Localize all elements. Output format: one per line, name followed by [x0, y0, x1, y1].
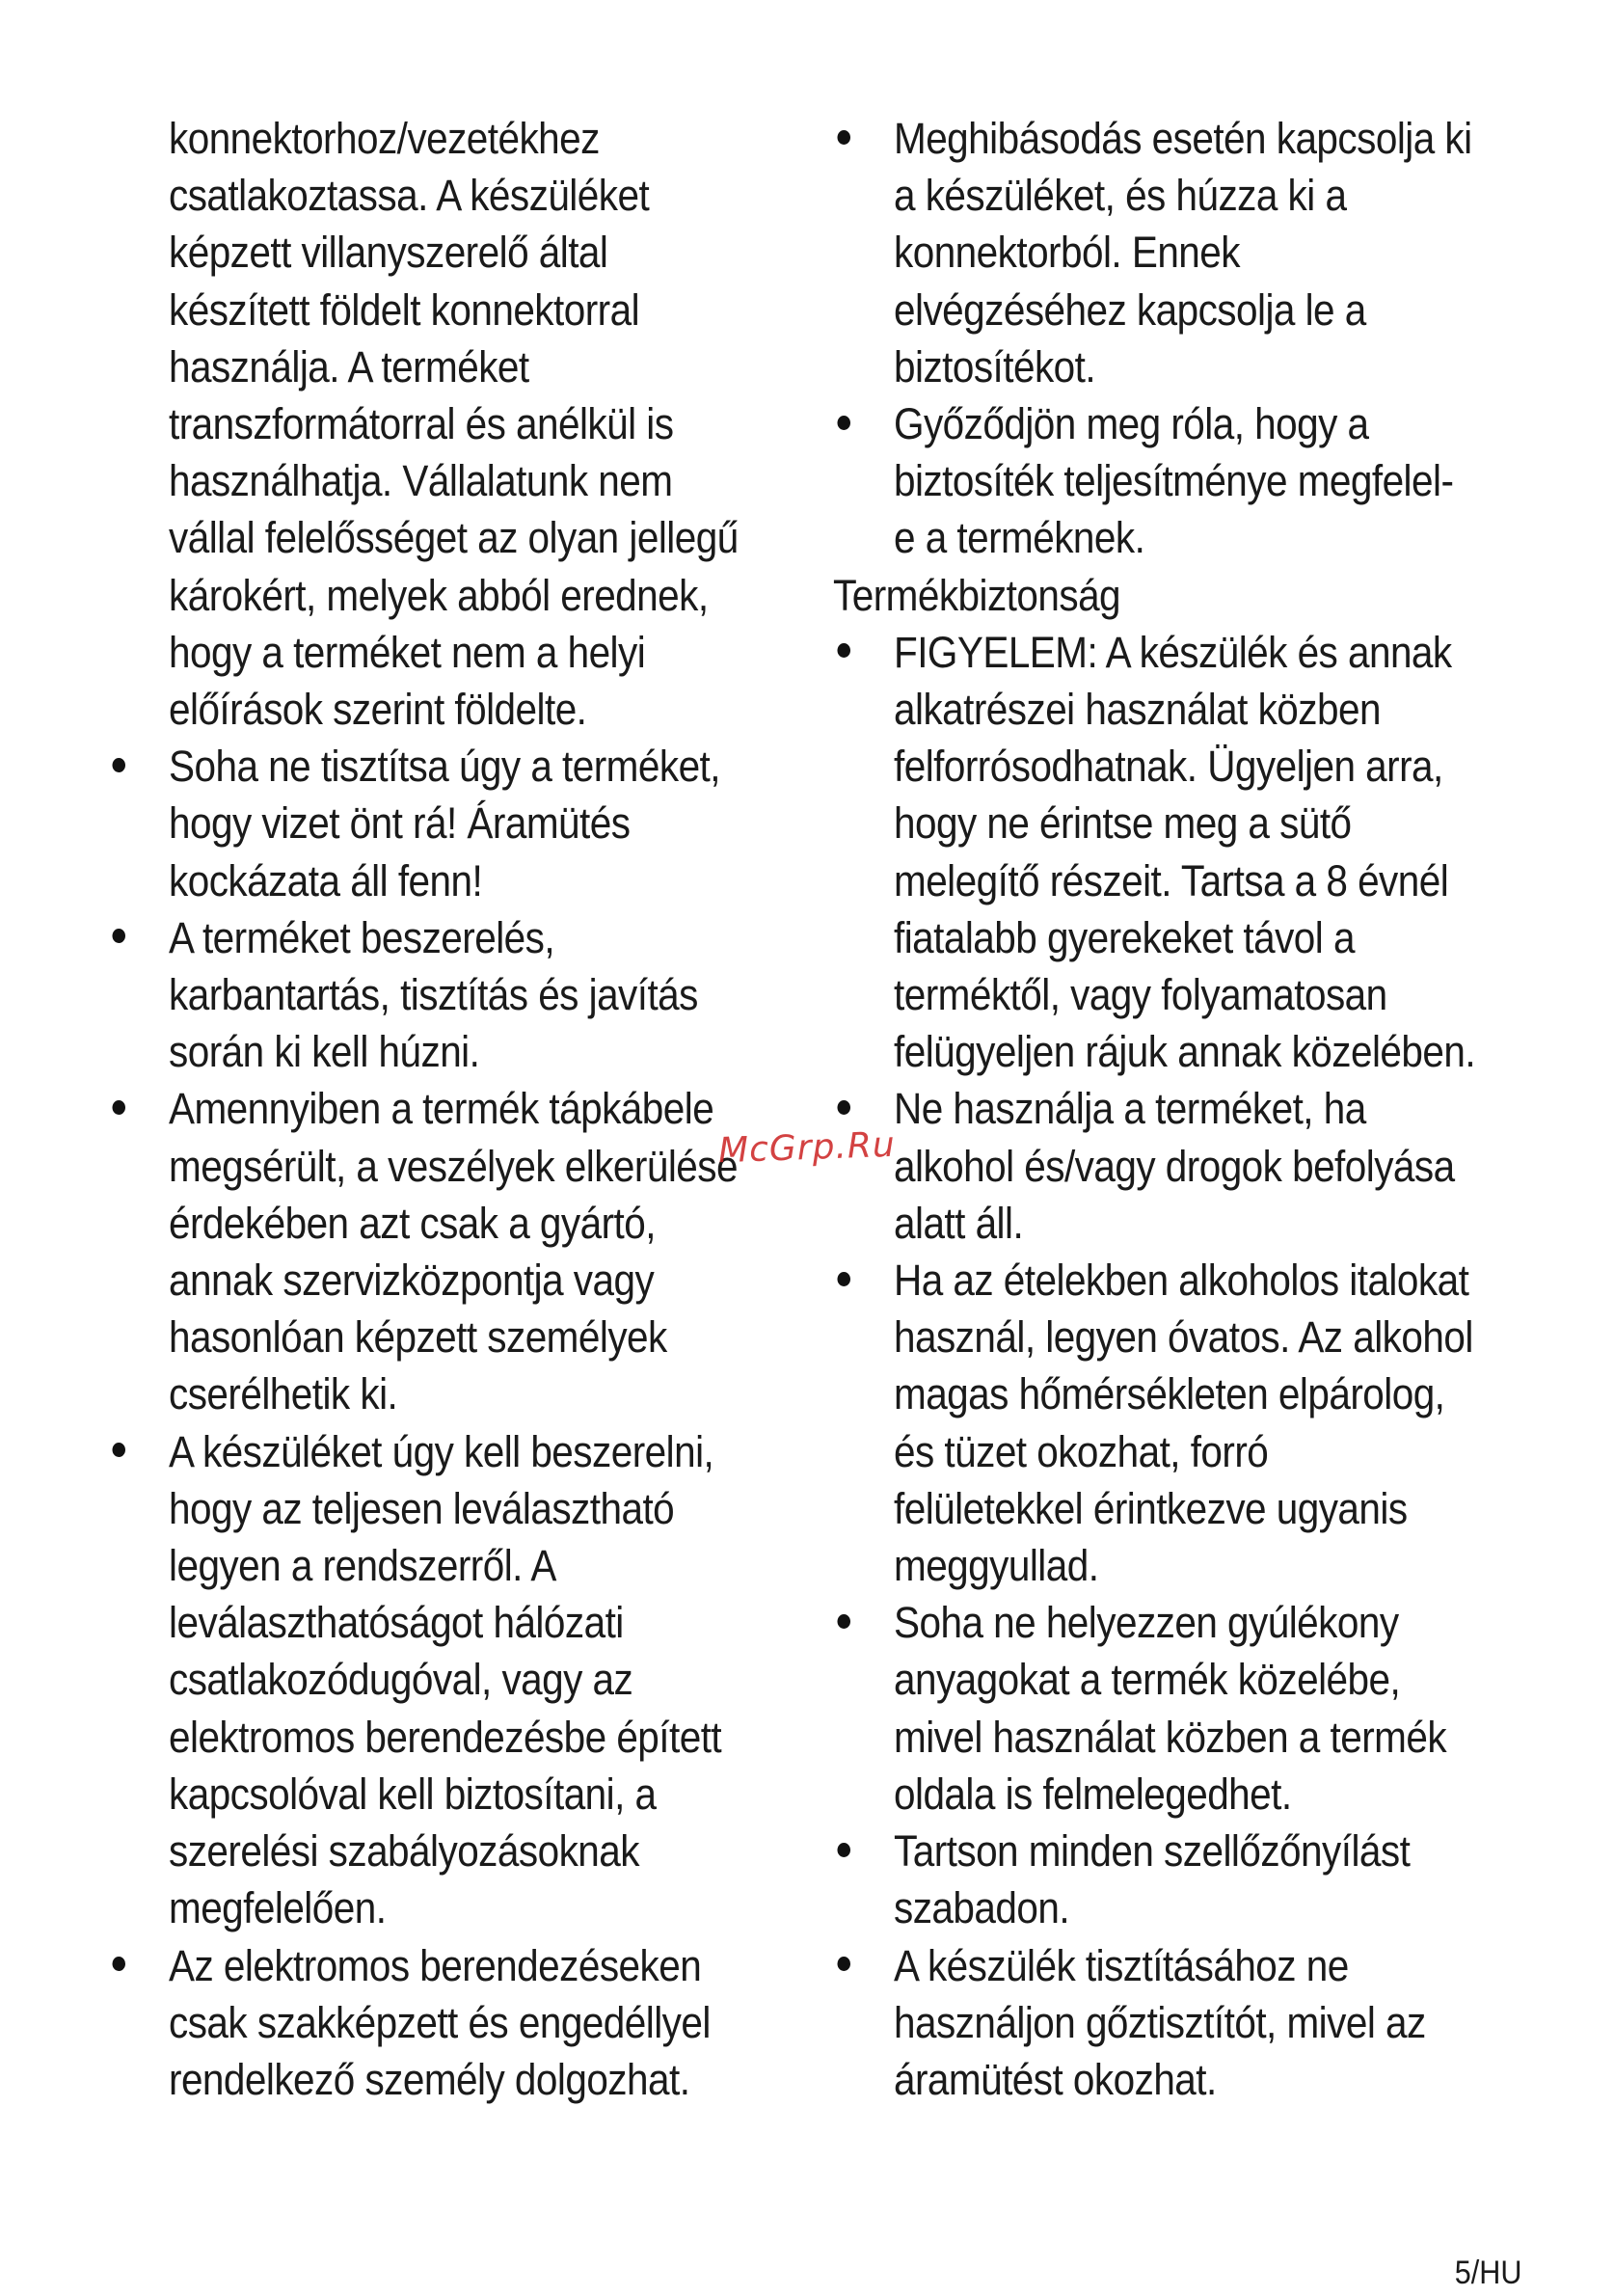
- bullet-icon: [108, 1423, 169, 1480]
- bullet-icon: [833, 110, 894, 167]
- list-item-text: Az elektromos berendezéseken csak szakképzett és engedéllyel rendelkező személy dolgozhat.: [169, 1940, 711, 2104]
- list-item: [833, 110, 1588, 395]
- right-column: [833, 110, 1527, 2108]
- section-heading: Termékbiztonság: [833, 570, 1121, 620]
- bullet-icon: [108, 1937, 169, 1994]
- list-item-text: FIGYELEM: A készülék és annak alkatrészei használat közben felforrósodhatnak. Ügyeljen arra, hogy ne érintse meg a sütő melegítő részeit. Tartsa a 8 évnél fiatalabb gyerekeket távol a terméktől, vagy folyamatosan felügyeljen rájuk annak közelében.: [894, 627, 1476, 1077]
- list-item-text: Ne használja a terméket, ha alkohol és/vagy drogok befolyása alatt áll.: [894, 1084, 1455, 1248]
- list-item-text: Győződjön meg róla, hogy a biztosíték teljesítménye megfelel- e a terméknek.: [894, 399, 1454, 563]
- list-item: [833, 1080, 1588, 1252]
- list-item-text: Amennyiben a termék tápkábele megsérült, a veszélyek elkerülése érdekében azt csak a gyártó, annak szervizközpontja vagy hasonlóan képzett személyek cserélhetik ki.: [169, 1084, 738, 1419]
- list-item: [833, 1252, 1588, 1594]
- list-item: [108, 1937, 863, 2109]
- list-item-text: A terméket beszerelés, karbantartás, tisztítás és javítás során ki kell húzni.: [169, 912, 698, 1077]
- list-item-text: Soha ne helyezzen gyúlékony anyagokat a termék közelébe, mivel használat közben a termék oldala is felmelegedhet.: [894, 1598, 1447, 1819]
- bullet-icon: [833, 1823, 894, 1879]
- bullet-icon: [833, 624, 894, 681]
- bullet-icon: [108, 1080, 169, 1137]
- bullet-icon: [108, 738, 169, 795]
- bullet-icon: [833, 1937, 894, 1994]
- list-item-text: A készüléket úgy kell beszerelni, hogy az teljesen leválasztható legyen a rendszerről. A leválaszthatóságot hálózati csatlakozódugóval, vagy az elektromos berendezésbe épített kapcsolóval kell biztosítani, a szerelési szabályozásoknak megfelelően.: [169, 1426, 722, 1933]
- page-number: 5/HU: [1454, 2255, 1521, 2291]
- paragraph-text: konnektorhoz/vezetékhez csatlakoztassa. A készüléket képzett villanyszerelő által készített földelt konnektorral használja. A terméket transzformátorral és anélkül is használhatja. Vállalatunk nem vállal felelősséget az olyan jellegű károkért, melyek abból erednek, hogy a terméket nem a helyi előírások szerint földelte.: [169, 114, 739, 735]
- list-item: [833, 1823, 1588, 1936]
- list-item: [108, 1423, 863, 1937]
- list-item: [833, 395, 1588, 567]
- list-item: [833, 1937, 1588, 2109]
- list-item-text: Ha az ételekben alkoholos italokat használ, legyen óvatos. Az alkohol magas hőmérsékleten elpárolog, és tüzet okozhat, forró felületekkel érintkezve ugyanis meggyullad.: [894, 1256, 1473, 1591]
- list-item-text: A készülék tisztításához ne használjon gőztisztítót, mivel az áramütést okozhat.: [894, 1940, 1426, 2104]
- list-item: [833, 1594, 1588, 1823]
- list-item-text: Soha ne tisztítsa úgy a terméket, hogy vizet önt rá! Áramütés kockázata áll fenn!: [169, 742, 720, 905]
- left-column: [108, 110, 802, 2108]
- list-item: [108, 738, 863, 909]
- list-item-text: Tartson minden szellőzőnyílást szabadon.: [894, 1826, 1411, 1933]
- bullet-icon: [833, 1252, 894, 1309]
- list-item-text: Meghibásodás esetén kapcsolja ki a készüléket, és húzza ki a konnektorból. Ennek elvégzéséhez kapcsolja le a biztosítékot.: [894, 114, 1472, 392]
- paragraph-continuation: [108, 110, 863, 738]
- bullet-icon: [108, 909, 169, 966]
- watermark: McGrp.Ru: [717, 1124, 897, 1172]
- list-item: [833, 624, 1588, 1081]
- bullet-icon: [833, 1594, 894, 1651]
- list-item: [108, 909, 863, 1081]
- bullet-icon: [833, 395, 894, 452]
